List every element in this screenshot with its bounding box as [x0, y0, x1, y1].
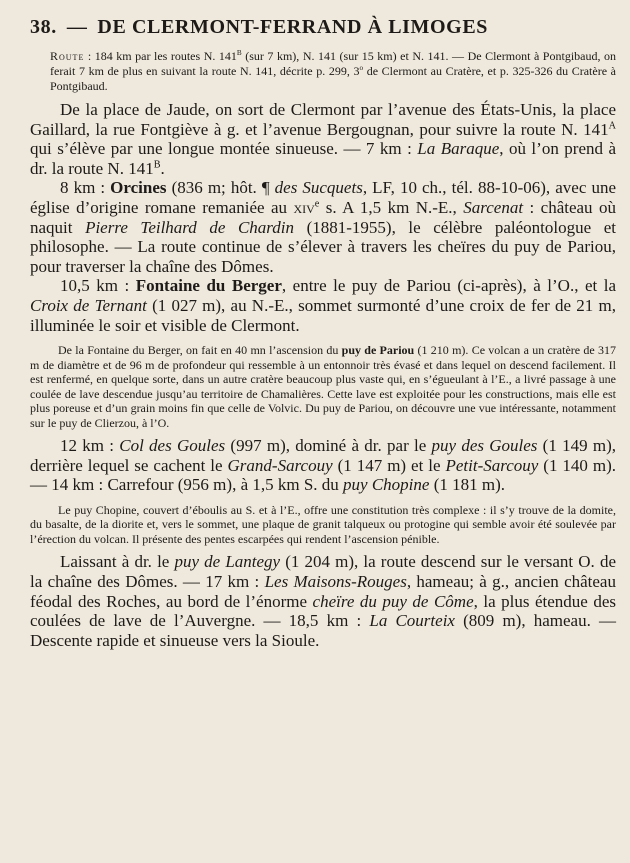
- text: qui s’élève par une longue montée sinueuse. — 7 km :: [30, 139, 418, 159]
- text: , entre le puy de Pariou (ci-après), à l’O., et la: [281, 276, 616, 296]
- text: Laissant à dr. le: [60, 552, 175, 572]
- chapter-title: DE CLERMONT-FERRAND À LIMOGES: [97, 16, 489, 38]
- text: (1 140 m). — 14 km : Carrefour (956 m), à 1,5 km S. du: [30, 455, 616, 495]
- sup: A: [608, 119, 616, 131]
- route-text: (sur 7 km), N. 141 (sur 15 km) et N. 141. — De Clermont à Pontgibaud, on ferait 7 km de plus en suivant la route N. 141, décrite p. 299, 3: [50, 49, 617, 78]
- place-name: Les Maisons-Rouges: [264, 572, 407, 591]
- sup: B: [153, 159, 161, 171]
- paragraph-orcines: [30, 178, 616, 276]
- text: , la plus étendue des coulées de lave de l’Auvergne. — 18,5 km :: [30, 591, 616, 631]
- route-label: Route: [50, 49, 85, 63]
- text: s. A 1,5 km N.-E.,: [319, 197, 464, 217]
- chapter-number: 38.: [30, 16, 57, 38]
- paragraph-jaude: [30, 100, 616, 178]
- note-pariou: [30, 343, 616, 430]
- place-name: Grand-Sarcouy: [227, 455, 333, 475]
- text: (1881-1955), le célèbre paléontologue et philosophe. — La route continue de s’élever à travers les cheïres du puy de Pariou, pour traverser la chaîne des Dômes.: [30, 217, 616, 276]
- text: De la Fontaine du Berger, on fait en 40 mn l’ascension du: [58, 343, 342, 358]
- text: (1 210 m). Ce volcan a un cratère de 317 m de diamètre et de 96 m de profondeur qui ressemble à un entonnoir très évasé et dans lequel on descend facilement. Il est renfermé, en quelque sorte, dans un autre cratère beaucoup plus vaste qui, en s’égueulant à l’E., a livré passage à une coulée de lave descendue jusqu’au territoire de Chamalières. Cette lave est exploitée pour les constructions, mais elle est plus poreuse et d’un grain moins fin que celle de Volvic. Du puy de Pariou, on découvre une vue intéressante, notamment sur le puy de Clierzou, à l’O.: [30, 343, 616, 430]
- paragraph-goules: [30, 436, 616, 495]
- sup: e: [314, 198, 320, 210]
- text: De la place de Jaude, on sort de Clermont par l’avenue des États-Unis, la place Gaillard, la rue Fontgiève à g. et l’avenue Bergougnan, pour suivre la route N. 141: [30, 100, 616, 139]
- place-name: La Baraque: [417, 139, 500, 159]
- route-summary: [50, 49, 616, 94]
- text: : château où naquit: [30, 197, 616, 237]
- text: , hameau; à g., ancien château féodal des Roches, au bord de l’énorme: [30, 572, 616, 611]
- text: (1 181 m).: [429, 475, 505, 495]
- paragraph-lantegy: [30, 552, 616, 650]
- century: xiv: [293, 197, 315, 217]
- text: (1 149 m), derrière lequel se cachent le: [30, 436, 617, 475]
- hotel-name: des Sucquets: [274, 178, 363, 198]
- place-name: La Courteix: [369, 611, 455, 631]
- place-name: Croix de Ternant: [30, 295, 147, 315]
- place-name: Sarcenat: [463, 197, 524, 217]
- main-text: [30, 552, 616, 650]
- place-name: puy des Goules: [431, 436, 538, 456]
- paragraph-fontaine: [30, 276, 616, 335]
- place-name: Col des Goules: [119, 436, 226, 456]
- place-name: Fontaine du Berger: [135, 276, 282, 296]
- text: Le puy Chopine, couvert d’éboulis au S. et à l’E., offre une constitution très complexe : il s’y trouve de la domite, du basalte, de la diorite et, vers le sommet, une plaque de granit talqueux ou protogine qui semble avoir été soulevée par l’érection du volcan. Il présente des pentes escarpées qui rendent l’ascension pénible.: [30, 502, 616, 546]
- text: (1 147 m) et le: [332, 455, 446, 475]
- place-name: Orcines: [110, 178, 167, 198]
- main-text: [30, 436, 616, 495]
- note-paragraph: [30, 503, 616, 547]
- text: (1 027 m), au N.-E., sommet surmonté d’une croix de fer de 21 m, illuminée le soir et visible de Clermont.: [30, 295, 616, 335]
- text: .: [160, 158, 165, 178]
- place-name: puy Chopine: [343, 475, 430, 495]
- text: , LF, 10 ch., tél. 88-10-06), avec une église d’origine romane remaniée au: [30, 178, 616, 217]
- route-text: de Clermont au Cratère, et p. 325-326 du Cratère à Pontgibaud.: [50, 64, 616, 93]
- text: , où l’on prend à dr. la route N. 141: [30, 139, 616, 178]
- place-name: cheïre du puy de Côme: [312, 591, 474, 611]
- text: (809 m), hameau. — Descente rapide et sinueuse vers la Sioule.: [30, 611, 617, 650]
- route-sup: o: [359, 64, 364, 72]
- text: 12 km :: [60, 436, 120, 456]
- chapter-dash: —: [66, 16, 88, 38]
- note-paragraph: [30, 343, 616, 430]
- route-text: : 184 km par les routes N. 141: [84, 49, 237, 63]
- text: (997 m), dominé à dr. par le: [225, 436, 432, 456]
- text: 8 km :: [60, 178, 111, 198]
- main-text: [30, 100, 616, 335]
- route-sup: B: [236, 49, 242, 57]
- person-name: Pierre Teilhard de Chardin: [85, 217, 295, 237]
- text: (1 204 m), la route descend sur le versant O. de la chaîne des Dômes. — 17 km :: [30, 552, 616, 591]
- place-name: puy de Pariou: [341, 343, 415, 358]
- place-name: puy de Lantegy: [174, 552, 281, 572]
- text: (836 m; hôt. ¶: [166, 178, 275, 198]
- place-name: Petit-Sarcouy: [445, 455, 539, 475]
- chapter-header: [30, 16, 616, 39]
- note-chopine: [30, 503, 616, 547]
- text: 10,5 km :: [60, 276, 136, 296]
